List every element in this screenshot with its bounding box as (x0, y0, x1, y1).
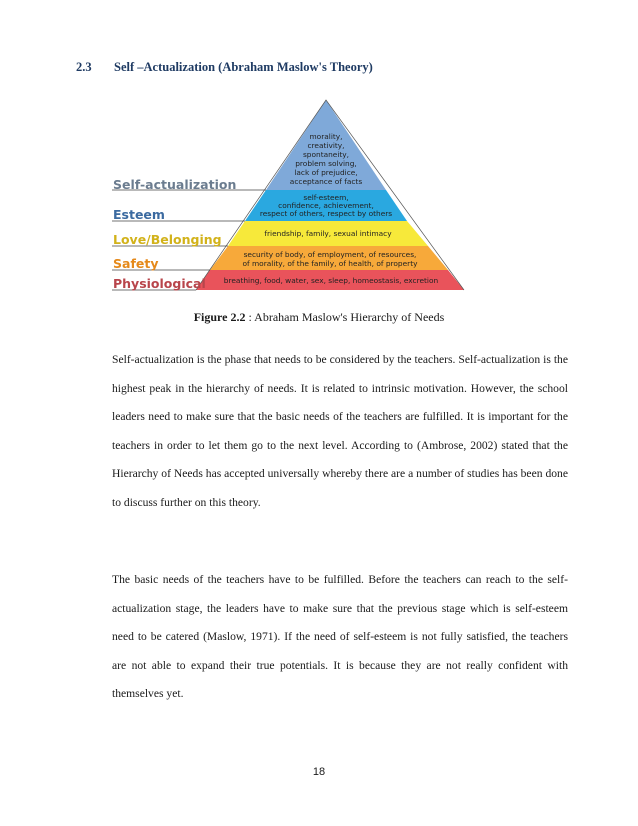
self-text-5: lack of prejudice, (294, 168, 358, 177)
label-physiological: Physiological (113, 276, 206, 291)
self-text-6: acceptance of facts (289, 177, 363, 186)
safety-text-1: security of body, of employment, of resources, (243, 250, 417, 259)
maslow-pyramid-figure (108, 98, 468, 298)
paragraph-2: The basic needs of the teachers have to be fulfilled. Before the teachers can reach to the self-actualization stage, the leaders have to make sure that the previous stage which is self-esteem need to be catered (Maslow, 1971). If the need of self-esteem is not fully satisfied, the teachers are not able to expand their true potentials. It is because they are not really confident with themselves yet. (112, 573, 568, 701)
section-title: Self –Actualization (Abraham Maslow's Theory) (114, 60, 373, 74)
esteem-text-3: respect of others, respect by others (259, 209, 393, 218)
esteem-text-2: confidence, achievement, (278, 201, 374, 210)
phys-text-1: breathing, food, water, sex, sleep, homeostasis, excretion (223, 276, 439, 285)
self-text-2: creativity, (307, 141, 345, 150)
figure-caption-text: : Abraham Maslow's Hierarchy of Needs (245, 310, 445, 324)
maslow-pyramid (108, 98, 468, 298)
figure-caption (0, 310, 638, 325)
label-love-belonging: Love/Belonging (113, 232, 222, 247)
section-number: 2.3 (76, 60, 92, 74)
self-text-3: spontaneity, (302, 150, 350, 159)
esteem-text-1: self-esteem, (303, 193, 349, 202)
label-safety: Safety (113, 256, 159, 271)
section-heading (76, 60, 373, 75)
self-text-1: morality, (309, 132, 343, 141)
label-self-actualization: Self-actualization (113, 177, 237, 192)
love-text-1: friendship, family, sexual intimacy (264, 229, 392, 238)
safety-text-2: of morality, of the family, of health, of property (242, 259, 418, 268)
paragraph-1: Self-actualization is the phase that needs to be considered by the teachers. Self-actualization is the highest peak in the hierarchy of needs. It is related to intrinsic motivation. However, the school leaders need to make sure that the basic needs of the teachers are fulfilled. It is important for the teachers in order to let them go to the next level. According to (Ambrose, 2002) stated that the Hierarchy of Needs has accepted universally whereby there are a number of studies has been done to discuss further on this theory. (112, 353, 568, 509)
label-esteem: Esteem (113, 207, 165, 222)
self-text-4: problem solving, (295, 159, 357, 168)
page-number: 18 (312, 766, 326, 778)
figure-caption-label: Figure 2.2 (193, 310, 246, 324)
